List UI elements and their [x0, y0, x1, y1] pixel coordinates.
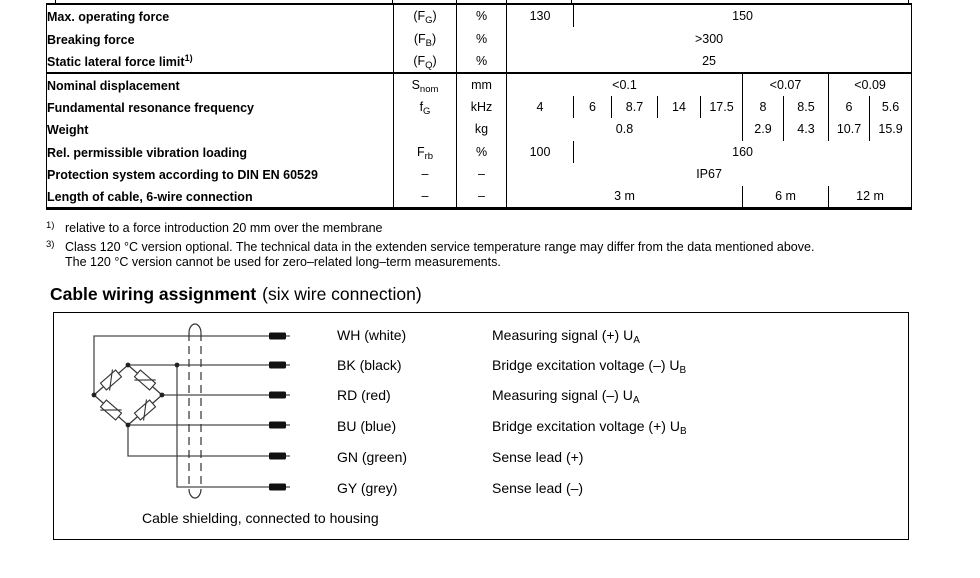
spec-row [47, 163, 912, 186]
wire-label-row [54, 418, 908, 436]
spec-value-cell: 150 [574, 4, 912, 27]
spec-value-cell: >300 [507, 27, 912, 50]
spec-value-cell: 2.9 [743, 118, 784, 141]
spec-value-cell: 10.7 [829, 118, 870, 141]
footnote-1 [46, 218, 814, 237]
wire-color-code: WH (white) [337, 327, 407, 343]
wire-function: Sense lead (+) [492, 449, 584, 465]
spec-value-cell: 14 [658, 96, 701, 119]
footnote-text: Class 120 °C version optional. The technical data in the extenden service temperature range may differ from the data mentioned above. [65, 239, 815, 254]
spec-unit-cell: % [457, 141, 507, 164]
spec-symbol-cell: $S_{nom}$ [394, 73, 457, 96]
footnote-3 [46, 237, 814, 256]
spec-symbol-cell: $F_{rb}$ [394, 141, 457, 164]
wire-color-code: GY (grey) [337, 480, 398, 496]
spec-row [47, 73, 912, 96]
spec-row [47, 50, 912, 73]
spec-symbol-cell: $(F_Q)$ [394, 50, 457, 73]
spec-value-cell: <0.1 [507, 73, 743, 96]
wire-color-code: BK (black) [337, 357, 402, 373]
wiring-diagram-box [53, 312, 909, 540]
spec-label-cell: Protection system according to DIN EN 60529 [47, 168, 318, 183]
wire-function: Sense lead (–) [492, 480, 584, 496]
spec-value-cell: 6 [829, 96, 870, 119]
spec-label-cell: Weight [47, 123, 89, 138]
spec-row [47, 141, 912, 164]
spec-value-cell: 6 [574, 96, 612, 119]
spec-value-cell: 4.3 [784, 118, 829, 141]
spec-value-cell: 3 m [507, 186, 743, 209]
spec-label-cell: Fundamental resonance frequency [47, 100, 255, 115]
spec-row [47, 27, 912, 50]
spec-unit-cell: % [457, 27, 507, 50]
wire-color-code: GN (green) [337, 449, 408, 465]
spec-row [47, 96, 912, 119]
spec-value-cell: 17.5 [701, 96, 743, 119]
spec-label-cell: Length of cable, 6-wire connection [47, 190, 253, 204]
spec-row [47, 118, 912, 141]
wire-label-row [54, 387, 908, 405]
spec-label-cell: Static lateral force limit$^{1)}$ [47, 50, 394, 73]
spec-value-cell: 4 [507, 96, 574, 119]
spec-table [46, 3, 912, 210]
footnote-marker: 1) [46, 220, 55, 231]
spec-row [47, 4, 912, 27]
spec-value-cell: 6 m [743, 186, 829, 209]
shield-caption: Cable shielding, connected to housing [142, 510, 379, 526]
spec-value-cell: 8.7 [612, 96, 658, 119]
wire-label-row [54, 327, 908, 345]
cable-shield-symbol [189, 324, 201, 498]
spec-value-cell: <0.09 [829, 73, 912, 96]
spec-unit-cell: % [457, 4, 507, 27]
spec-value-cell: 160 [574, 141, 912, 164]
spec-value-cell: 15.9 [870, 118, 912, 141]
footnote-text: The 120 °C version cannot be used for zero–related long–term measurements. [65, 255, 501, 269]
wire-function: Bridge excitation voltage (–) $U_B$ [492, 357, 687, 376]
footnote-3-continued [46, 255, 814, 271]
wire-label-row [54, 480, 908, 498]
wire-color-code: RD (red) [337, 387, 391, 403]
spec-value-cell: 0.8 [507, 118, 743, 141]
spec-unit-cell: kg [457, 118, 507, 141]
spec-value-cell: 100 [507, 141, 574, 164]
spec-unit-cell: % [457, 50, 507, 73]
heading-subtitle: (six wire connection) [262, 284, 422, 304]
spec-value-cell: 25 [507, 50, 912, 73]
wire-color-code: BU (blue) [337, 418, 397, 434]
footnotes [46, 218, 814, 271]
section-heading [50, 284, 422, 305]
spec-label-cell: Breaking force [47, 32, 135, 47]
wire-function: Bridge excitation voltage (+) $U_B$ [492, 418, 687, 437]
wire-function: Measuring signal (–) $U_A$ [492, 387, 640, 406]
spec-symbol-cell: – [394, 163, 457, 186]
footnote-marker: 3) [46, 238, 55, 250]
spec-symbol-cell: $(F_G)$ [394, 4, 457, 27]
spec-symbol-cell: $f_G$ [394, 96, 457, 119]
spec-value-cell: 5.6 [870, 96, 912, 119]
footnote-text: relative to a force introduction 20 mm over the membrane [65, 221, 383, 235]
spec-unit-cell: – [457, 186, 507, 209]
spec-symbol-cell: – [394, 186, 457, 209]
heading-bold: Cable wiring assignment [50, 284, 257, 304]
spec-value-cell: 130 [507, 4, 574, 27]
spec-row [47, 186, 912, 209]
spec-value-cell: 8 [743, 96, 784, 119]
spec-label-cell: Nominal displacement [47, 78, 180, 93]
wire-function: Measuring signal (+) $U_A$ [492, 327, 640, 346]
spec-unit-cell: – [457, 163, 507, 186]
wire-label-row [54, 449, 908, 467]
spec-label-cell: Rel. permissible vibration loading [47, 145, 248, 160]
spec-value-cell: IP67 [507, 163, 912, 186]
spec-value-cell: <0.07 [743, 73, 829, 96]
spec-symbol-cell: $(F_B)$ [394, 27, 457, 50]
spec-symbol-cell [394, 118, 457, 141]
spec-label-cell: Max. operating force [47, 10, 170, 24]
spec-value-cell: 8.5 [784, 96, 829, 119]
spec-unit-cell: mm [457, 73, 507, 96]
spec-unit-cell: kHz [457, 96, 507, 119]
spec-value-cell: 12 m [829, 186, 912, 209]
wire-label-row [54, 357, 908, 375]
